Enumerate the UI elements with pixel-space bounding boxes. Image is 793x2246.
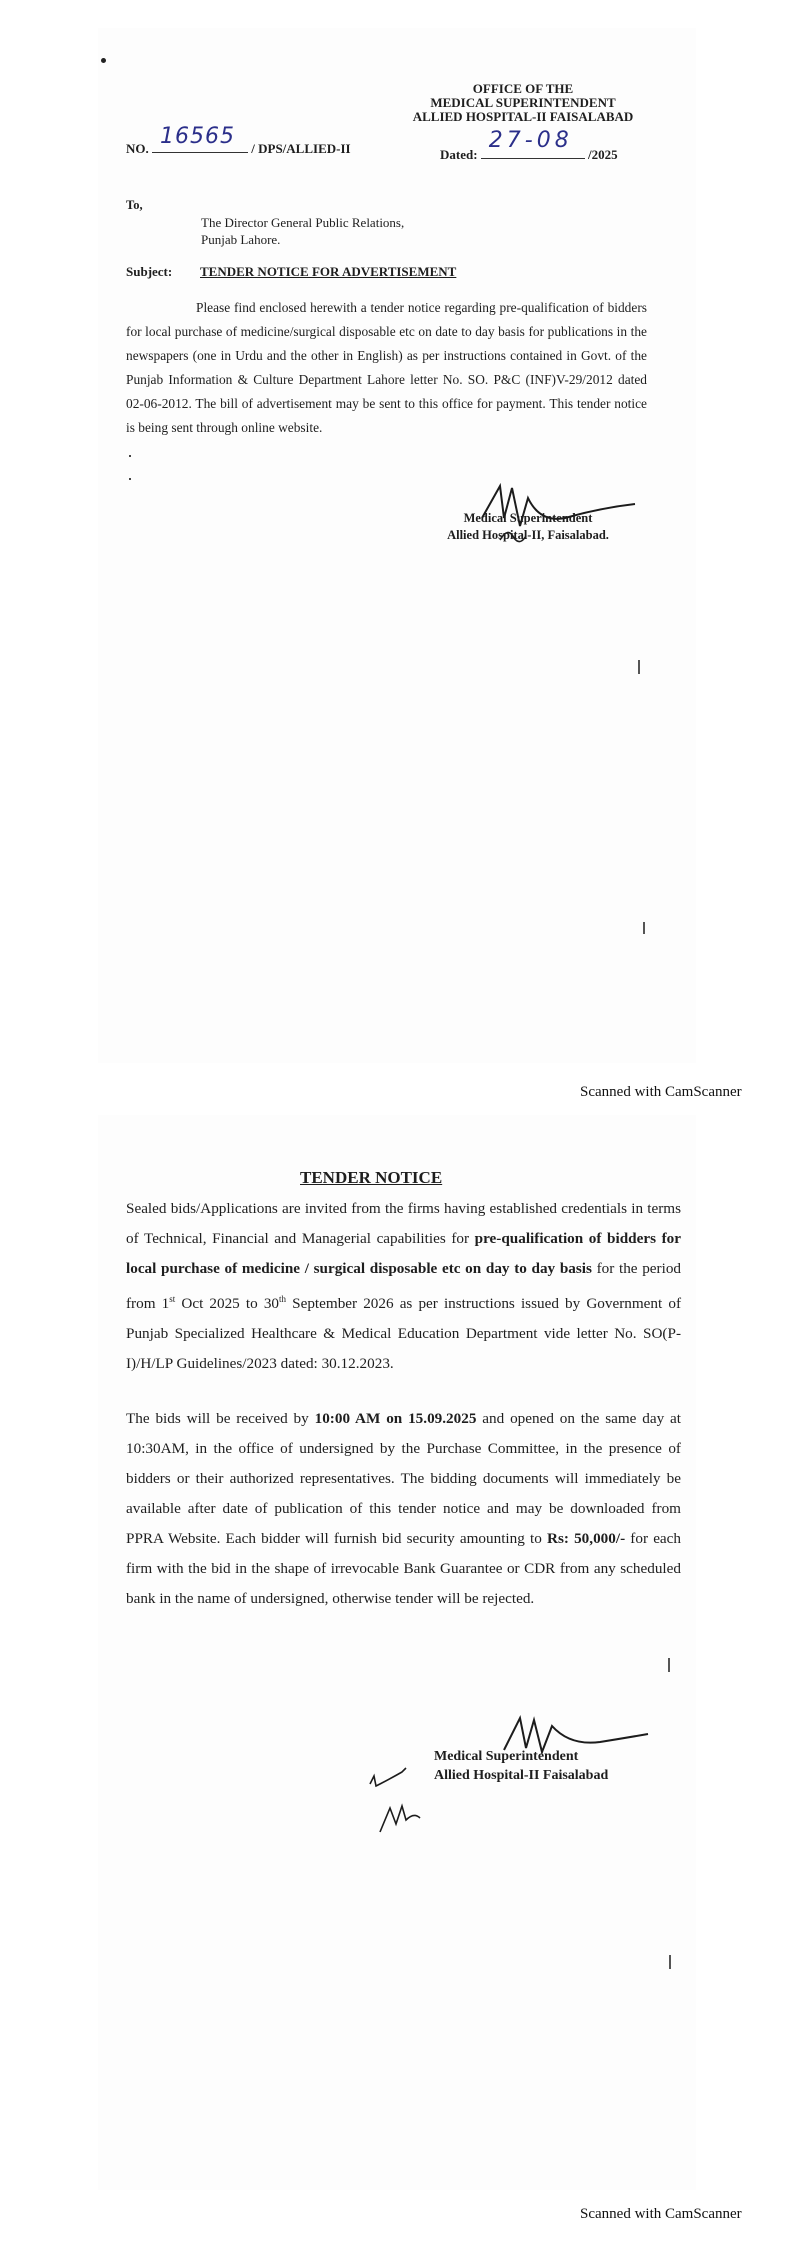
signature-office: Allied Hospital-II Faisalabad: [434, 1768, 609, 1783]
speck-mark: [668, 1658, 670, 1672]
tender-paragraph-2: [126, 1404, 681, 1614]
speck-mark: [638, 660, 640, 674]
date-year: /2025: [588, 147, 618, 162]
tender-notice-title: TENDER NOTICE: [300, 1168, 443, 1187]
speck-mark: [669, 1955, 671, 1969]
letter-number-prefix: NO.: [126, 141, 149, 156]
speck-mark: [643, 922, 645, 934]
to-label: To,: [126, 198, 143, 212]
office-line-2: MEDICAL SUPERINTENDENT: [430, 95, 616, 110]
subject-label: Subject:: [126, 264, 173, 279]
p2-text-e: for each firm with the bid in the shape of irrevocable Bank Guarantee or CDR from any scheduled bank in the name of undersigned, otherwise tender will be rejected.: [126, 1530, 682, 1607]
tender-paragraph-1: [126, 1194, 681, 1379]
signature-title: Medical Superintendent: [434, 1749, 579, 1764]
letter-body-text: Please find enclosed herewith a tender notice regarding pre-qualification of bidders for local purchase of medicine/surgical disposable etc on date to day basis for publications in the newspapers (one in Urdu and the other in English) as per instructions contained in Govt. of the Punjab Information & Culture Department Lahore letter No. SO. P&C (INF)V-29/2012 dated 02-06-2012. The bill of advertisement may be sent to this office for payment. This tender notice is being sent through online website.: [126, 300, 647, 435]
notice-signature: [434, 1747, 608, 1785]
recipient-block: [201, 214, 404, 248]
letter-body: [126, 296, 647, 440]
p2-text-a: The bids will be received by: [126, 1410, 315, 1427]
speck-mark: [129, 478, 131, 480]
p1-bold-scope: pre-qualification of bidders for local purchase of medicine / surgical disposable etc on day to day basis: [126, 1230, 681, 1277]
p2-bold-time: 10:00 AM on 15.09.2025: [314, 1410, 477, 1427]
p1-text-e: September 2026 as per instructions issued by Government of Punjab Specialized Healthcare & Medical Education Department vide letter No. SO(P-I)/H/LP Guidelines/2023 dated: 30.12.2023.: [126, 1295, 681, 1373]
letter-signature: [436, 510, 620, 544]
recipient-line-1: The Director General Public Relations,: [201, 215, 405, 230]
letter-number-suffix: / DPS/ALLIED-II: [251, 141, 351, 156]
date-handwritten: 27-08: [488, 128, 573, 153]
p1-sup-st: st: [169, 1294, 176, 1304]
office-line-1: OFFICE OF THE: [472, 81, 574, 96]
speck-mark: [101, 58, 106, 63]
p2-text-c: and opened on the same day at 10:30AM, in the office of undersigned by the Purchase Committee, in the presence of bidders or their authorized representatives. The bidding documents will immediately be available after date of publication of this tender notice and may be downloaded from PPRA Website. Each bidder will furnish bid security amounting to: [126, 1410, 681, 1547]
camscanner-caption: Scanned with CamScanner: [580, 1084, 742, 1100]
p2-bold-amount: Rs: 50,000/-: [546, 1530, 626, 1547]
office-header: [398, 82, 648, 124]
date-label: Dated:: [440, 147, 478, 162]
p1-text-a: Sealed bids/Applications are invited from the firms having established credentials in terms of Technical, Financial and Managerial capabilities for: [126, 1200, 681, 1247]
camscanner-caption: Scanned with CamScanner: [580, 2206, 742, 2222]
subject-text: TENDER NOTICE FOR ADVERTISEMENT: [200, 264, 457, 279]
p1-sup-th: th: [279, 1294, 287, 1304]
p1-text-d: Oct 2025 to 30: [175, 1295, 280, 1313]
letter-date: [440, 128, 618, 163]
initials-scribble: [366, 1762, 436, 1842]
subject-line: [126, 264, 457, 280]
speck-mark: [129, 455, 131, 457]
signature-title: Medical Superintendent: [463, 511, 593, 525]
recipient-line-2: Punjab Lahore.: [201, 232, 281, 247]
signature-office: Allied Hospital-II, Faisalabad.: [447, 528, 609, 542]
office-line-3: ALLIED HOSPITAL-II FAISALABAD: [412, 109, 634, 124]
letter-number-handwritten: 16565: [160, 124, 235, 149]
p1-text-c: for the period from 1: [126, 1260, 682, 1313]
letter-number: [126, 124, 351, 157]
